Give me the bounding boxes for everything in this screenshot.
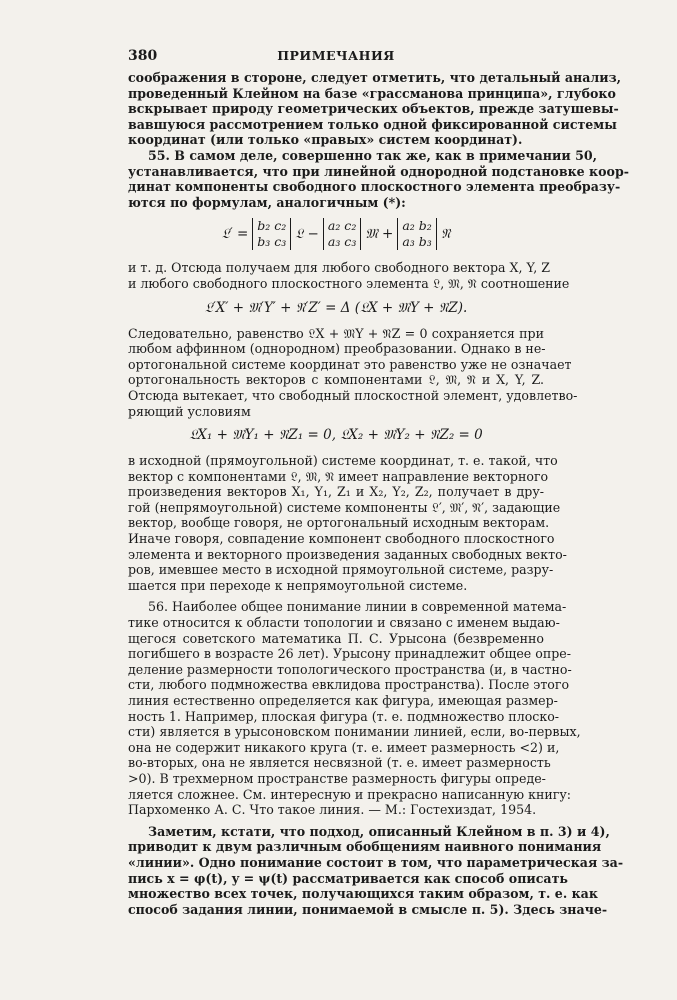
note-56 bbox=[128, 599, 581, 818]
text-line: проведенный Клейном на базе «грассманова принципа», глубоко bbox=[128, 85, 616, 101]
text-line: соображения в стороне, следует отметить, что детальный анализ, bbox=[128, 70, 622, 85]
equation-3: 𝔏X₁ + 𝔐Y₁ + 𝔑Z₁ = 0, 𝔏X₂ + 𝔐Y₂ + 𝔑Z₂ = 0 bbox=[189, 427, 483, 444]
matrix-row: a₂ b₂ bbox=[402, 218, 432, 234]
text-line: линия естественно определяется как фигура, имеющая размер- bbox=[128, 693, 558, 708]
text-line: элемента и векторного произведения заданных свободных векто- bbox=[128, 546, 567, 562]
text-line: Следовательно, равенство 𝔏X + 𝔐Y + 𝔑Z = 0 сохраняется при bbox=[128, 325, 544, 341]
text-line: и любого свободного плоскостного элемента 𝔏, 𝔐, 𝔑 соотношение bbox=[128, 275, 570, 291]
text-line: любом аффинном (однородном) преобразовании. Однако в не- bbox=[128, 341, 546, 357]
text-line: Пархоменко А. С. Что такое линия. — М.: Гостехиздат, 1954. bbox=[128, 802, 537, 818]
text-line: ряющий условиям bbox=[128, 403, 251, 419]
text-line: 56. Наиболее общее понимание линии в современной матема- bbox=[148, 599, 567, 615]
matrix-row: a₂ c₂ bbox=[327, 218, 357, 234]
text-line: и т. д. Отсюда получаем для любого свободного вектора X, Y, Z bbox=[128, 260, 550, 276]
matrix-eq-term: 𝔐 + bbox=[365, 226, 394, 243]
paragraph-remark bbox=[128, 823, 624, 918]
paragraph-after-matrix bbox=[128, 260, 570, 291]
text-line: вектор с компонентами 𝔏, 𝔐, 𝔑 имеет направление векторного bbox=[128, 468, 549, 484]
text-line: ортогональность векторов с компонентами 𝔏, 𝔐, 𝔑 и X, Y, Z. bbox=[128, 372, 544, 388]
determinant-3 bbox=[397, 218, 436, 250]
text-line: способ задания линии, понимаемой в смысле п. 5). Здесь значе- bbox=[128, 901, 608, 917]
matrix-eq-lhs: 𝔏′ = bbox=[221, 226, 249, 243]
matrix-eq-term: 𝔏 − bbox=[295, 226, 319, 243]
text-line: «линии». Одно понимание состоит в том, что параметрическая за- bbox=[128, 854, 624, 870]
text-line: тике относится к области топологии и связано с именем выдаю- bbox=[128, 615, 560, 631]
running-title: ПРИМЕЧАНИЯ bbox=[277, 48, 395, 63]
determinant-1 bbox=[252, 218, 291, 250]
text-line: 55. В самом деле, совершенно так же, как в примечании 50, bbox=[148, 147, 597, 163]
paragraph-initial-system bbox=[128, 453, 567, 593]
text-line: ортогональной системе координат это равенство уже не означает bbox=[128, 356, 572, 372]
text-line: ются по формулам, аналогичным (*): bbox=[128, 194, 406, 210]
text-line: вектор, вообще говоря, не ортогональный исходным векторам. bbox=[128, 515, 550, 531]
text-line: деление размерности топологического пространства (и, в частно- bbox=[128, 661, 572, 677]
note-55 bbox=[128, 147, 629, 210]
matrix-row: b₃ c₃ bbox=[257, 234, 287, 250]
text-line: вскрывает природу геометрических объектов, прежде затушевы- bbox=[128, 101, 619, 117]
text-line: динат компоненты свободного плоскостного элемента преобразу- bbox=[128, 179, 621, 195]
text-line: сти, любого подмножества евклидова пространства). После этого bbox=[128, 677, 570, 693]
text-line: во-вторых, она не является несвязной (т. е. имеет размерность bbox=[128, 755, 551, 771]
text-line: произведения векторов X₁, Y₁, Z₁ и X₂, Y₂, Z₂, получает в дру- bbox=[128, 484, 544, 500]
text-line: Заметим, кстати, что подход, описанный Клейном в п. 3) и 4), bbox=[148, 823, 610, 839]
text-line: приводит к двум различным обобщениям наивного понимания bbox=[128, 839, 602, 855]
text-line: погибшего в возрасте 26 лет). Урысону принадлежит общее опре- bbox=[128, 646, 572, 662]
text-line: вавшуюся рассмотрением только одной фиксированной системы bbox=[128, 116, 617, 132]
text-line: >0). В трехмерном пространстве размерность фигуры опреде- bbox=[128, 770, 546, 786]
text-line: пись x = φ(t), y = ψ(t) рассматривается как способ описать bbox=[128, 870, 568, 886]
text-line: сти) является в урысоновском понимании линией, если, во-первых, bbox=[128, 724, 581, 740]
text-line: шается при переходе к непрямоугольной системе. bbox=[128, 577, 468, 593]
matrix-row: b₂ c₂ bbox=[257, 218, 287, 234]
text-line: гой (непрямоугольной) системе компоненты 𝔏′, 𝔐′, 𝔑′, задающие bbox=[128, 499, 561, 515]
matrix-row: a₃ c₃ bbox=[327, 234, 357, 250]
page-header bbox=[128, 48, 544, 70]
equation-2: 𝔏′X′ + 𝔐′Y′ + 𝔑′Z′ = Δ (𝔏X + 𝔐Y + 𝔑Z). bbox=[204, 299, 468, 316]
text-line: Отсюда вытекает, что свободный плоскостной элемент, удовлетво- bbox=[128, 387, 578, 403]
text-line: ляется сложнее. См. интересную и прекрасно написанную книгу: bbox=[128, 786, 571, 802]
text-line: щегося советского математика П. С. Урысона (безвременно bbox=[128, 630, 544, 646]
text-line: множество всех точек, получающихся таким образом, т. е. как bbox=[128, 886, 598, 902]
text-line: она не содержит никакого круга (т. е. имеет размерность <2) и, bbox=[128, 739, 560, 755]
paragraph-top bbox=[128, 70, 622, 148]
text-line: устанавливается, что при линейной однородной подстановке коор- bbox=[128, 163, 629, 179]
book-page bbox=[128, 48, 629, 917]
text-line: ность 1. Например, плоская фигура (т. е. подмножество плоско- bbox=[128, 708, 560, 724]
matrix-equation bbox=[128, 218, 544, 250]
text-line: в исходной (прямоугольной) системе координат, т. е. такой, что bbox=[128, 453, 558, 469]
text-line: координат (или только «правых» систем координат). bbox=[128, 132, 523, 148]
text-line: Иначе говоря, совпадение компонент свободного плоскостного bbox=[128, 531, 555, 547]
determinant-2 bbox=[323, 218, 361, 250]
matrix-eq-term: 𝔑 bbox=[440, 226, 451, 243]
matrix-row: a₃ b₃ bbox=[402, 234, 432, 250]
paragraph-consequently bbox=[128, 325, 578, 420]
page-number: 380 bbox=[128, 48, 158, 64]
text-line: ров, имевшее место в исходной прямоугольной системе, разру- bbox=[128, 562, 554, 578]
